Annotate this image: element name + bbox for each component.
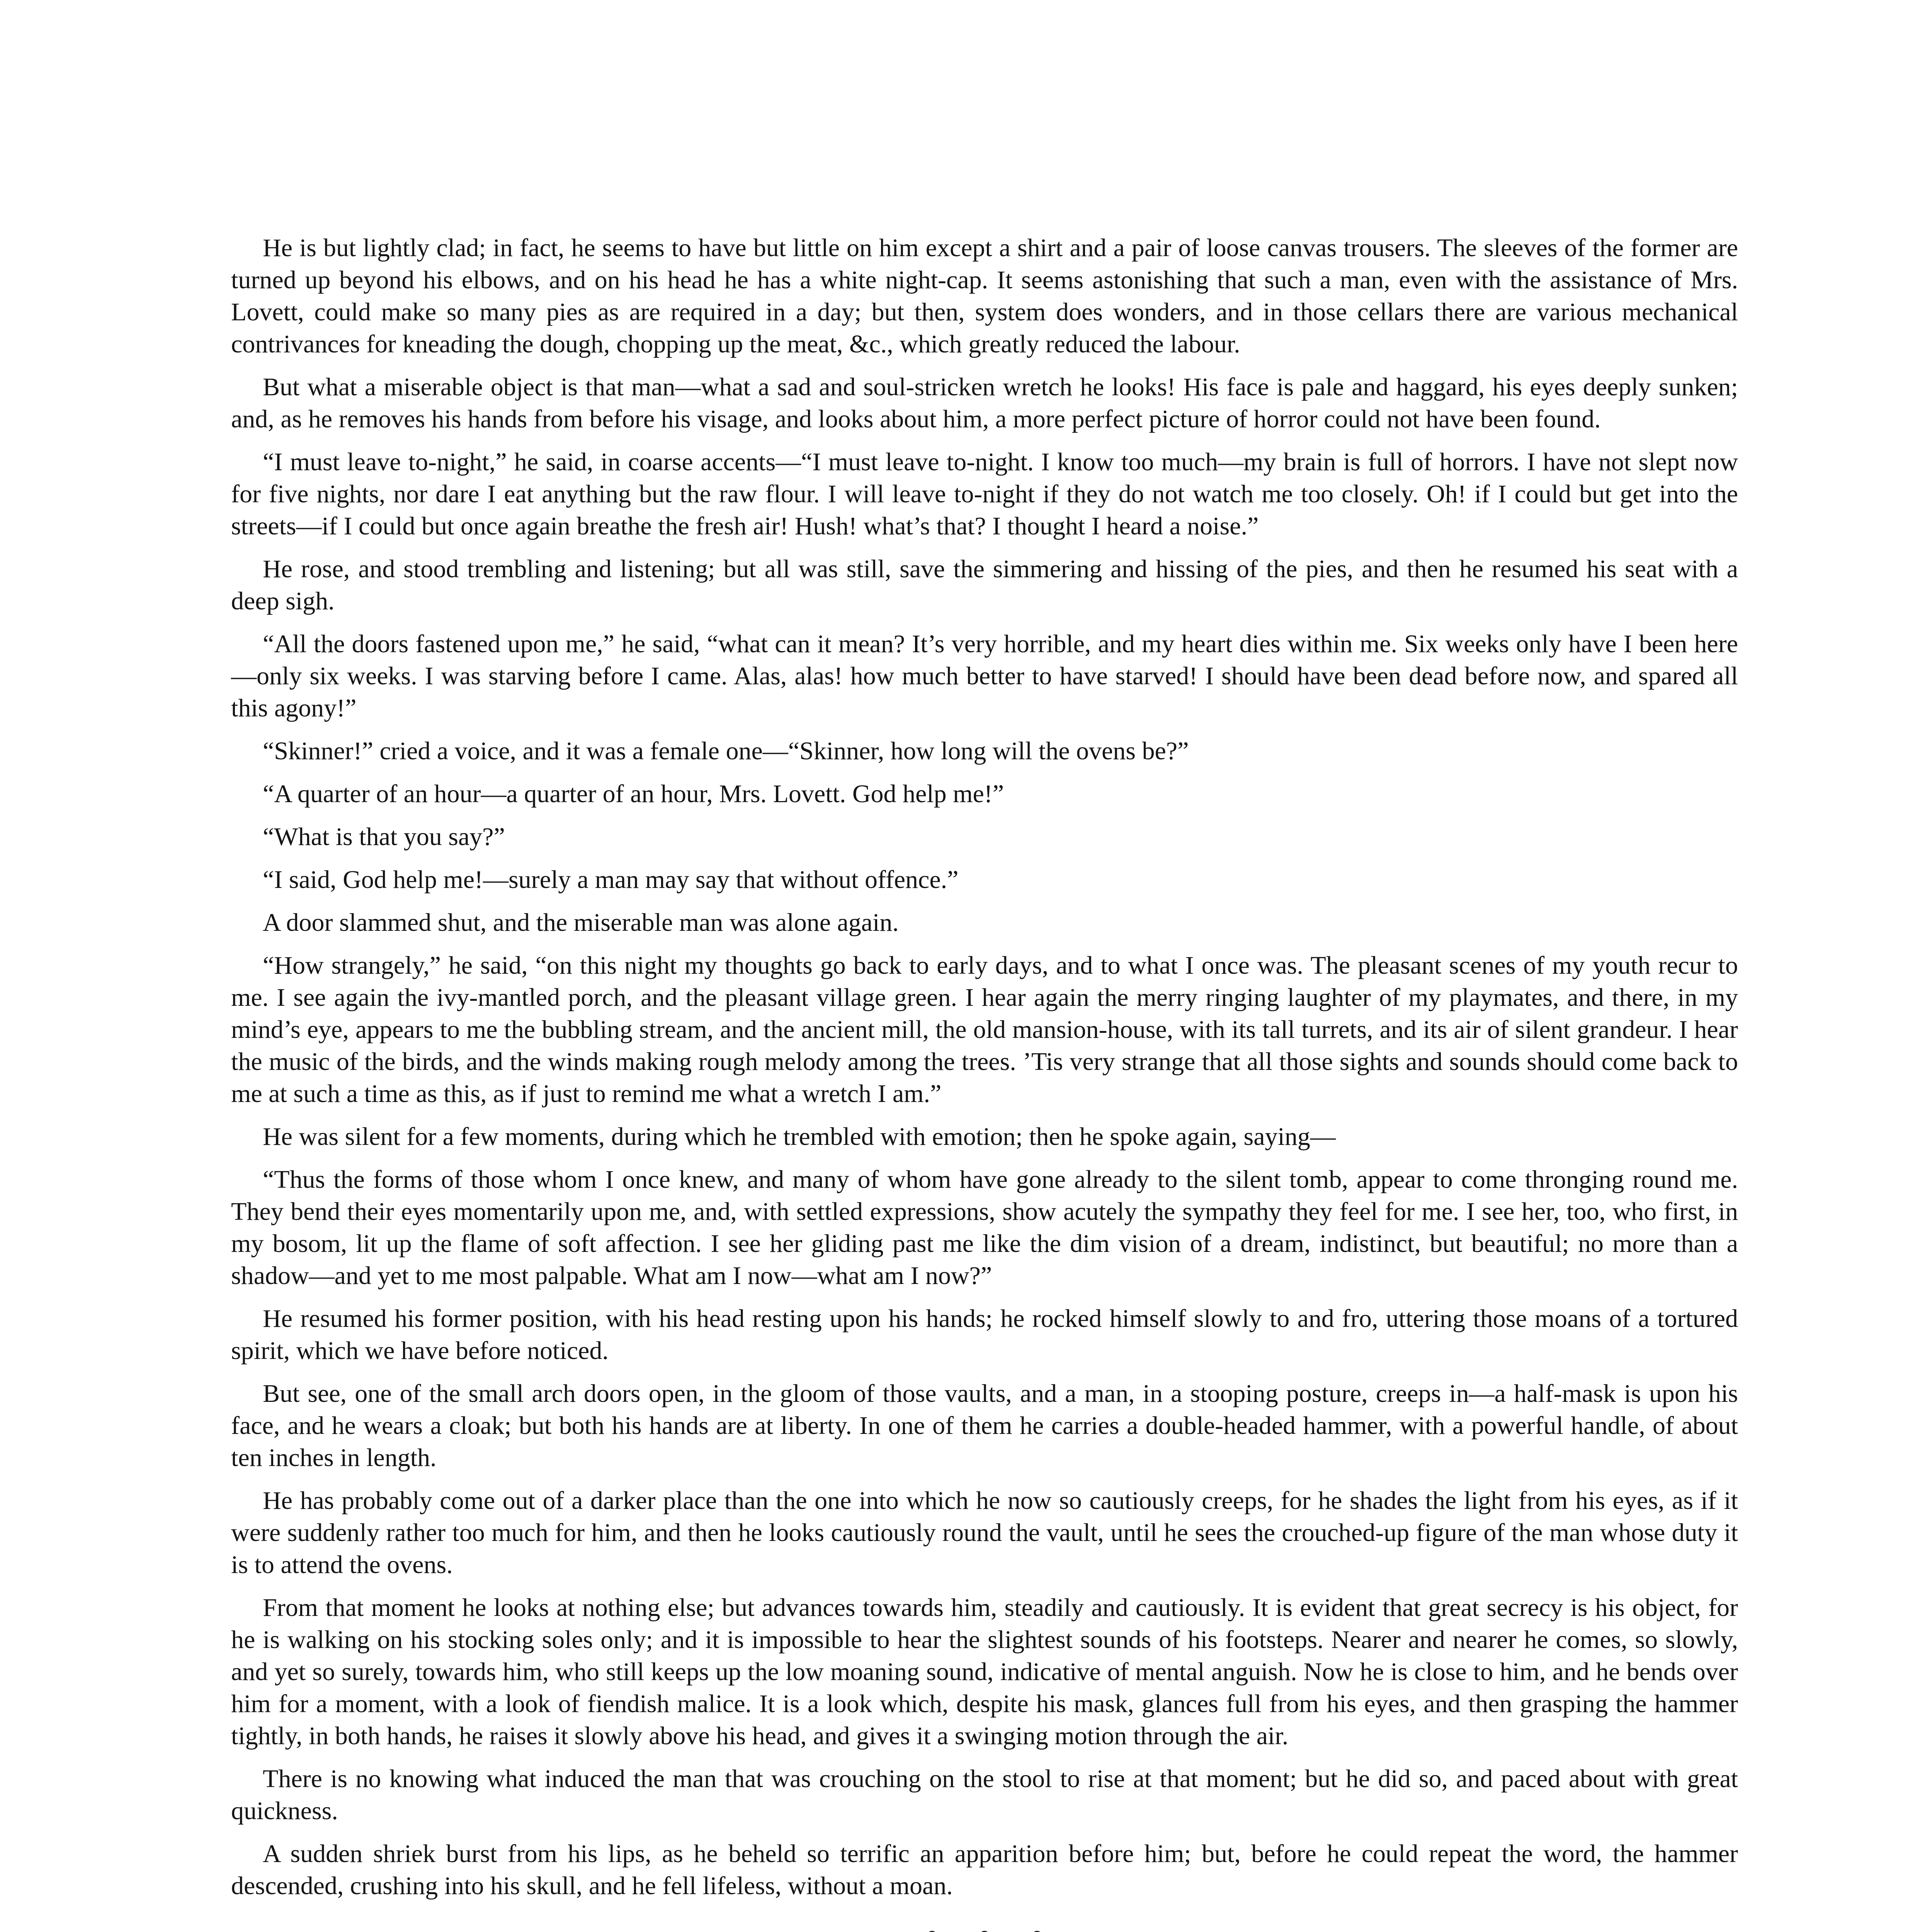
paragraph: “A quarter of an hour—a quarter of an hour, Mrs. Lovett. God help me!”	[263, 780, 1004, 808]
paragraph: “How strangely,” he said, “on this night my thoughts go back to early days, and to what I once was. The pleasant scenes of my youth recur to me. I see again the ivy-mantled porch, and the pleasant village green. I hear again the merry ringing laughter of my playmates, and there, in my mind’s eye, appears to me the bubbling stream, and the ancient mill, the old mansion-house, with its tall turrets, and its air of silent grandeur. I hear the music of the birds, and the winds making rough melody among the trees. ’Tis very strange that all those sights and sounds should come back to me at such a time as this, as if just to remind me what a wretch I am.”	[231, 951, 1738, 1108]
paragraph: “Thus the forms of those whom I once knew, and many of whom have gone already to the silent tomb, appear to come thronging round me. They bend their eyes momentarily upon me, and, with settled expressions, show acutely the sympathy they feel for me. I see her, too, who first, in my bosom, lit up the flame of soft affection. I see her gliding past me like the dim vision of a dream, indistinct, but beautiful; no more than a shadow—and yet to me most palpable. What am I now—what am I now?”	[231, 1165, 1738, 1290]
paragraph: “All the doors fastened upon me,” he said, “what can it mean? It’s very horrible, and my heart dies within me. Six weeks only have I been here—only six weeks. I was starving before I came. Alas, alas! how much better to have starved! I should have been dead before now, and spared all this agony!”	[231, 630, 1738, 722]
paragraph: A sudden shriek burst from his lips, as he beheld so terrific an apparition before him; but, before he could repeat the word, the hammer descended, crushing into his skull, and he fell lifeless, without a moan.	[231, 1840, 1738, 1900]
paragraph: He resumed his former position, with his head resting upon his hands; he rocked himself slowly to and fro, uttering those moans of a tortured spirit, which we have before noticed.	[231, 1304, 1738, 1365]
paragraph: “I said, God help me!—surely a man may say that without offence.”	[263, 866, 959, 894]
paragraph: He was silent for a few moments, during which he trembled with emotion; then he spoke again, saying—	[263, 1122, 1336, 1151]
paragraph: “I must leave to-night,” he said, in coarse accents—“I must leave to-night. I know too much—my brain is full of horrors. I have not slept now for five nights, nor dare I eat anything but the raw flour. I will leave to-night if they do not watch me too closely. Oh! if I could but get into the streets—if I could but once again breathe the fresh air! Hush! what’s that? I thought I heard a noise.”	[231, 448, 1738, 540]
paragraph: “What is that you say?”	[263, 823, 505, 851]
paragraph: But what a miserable object is that man—what a sad and soul-stricken wretch he looks! His face is pale and haggard, his eyes deeply sunken; and, as he removes his hands from before his visage, and looks about him, a more perfect picture of horror could not have been found.	[231, 373, 1738, 433]
paragraph: He is but lightly clad; in fact, he seems to have but little on him except a shirt and a pair of loose canvas trousers. The sleeves of the former are turned up beyond his elbows, and on his head he has a white night-cap. It seems astonishing that such a man, even with the assistance of Mrs. Lovett, could make so many pies as are required in a day; but then, system does wonders, and in those cellars there are various mechanical contrivances for kneading the dough, chopping up the meat, &c., which greatly reduced the labour.	[231, 234, 1738, 358]
paragraph: But see, one of the small arch doors open, in the gloom of those vaults, and a man, in a stooping posture, creeps in—a half-mask is upon his face, and he wears a cloak; but both his hands are at liberty. In one of them he carries a double-headed hammer, with a powerful handle, of about ten inches in length.	[231, 1379, 1738, 1472]
paragraph: From that moment he looks at nothing else; but advances towards him, steadily and cautiously. It is evident that great secrecy is his object, for he is walking on his stocking soles only; and it is impossible to hear the slightest sounds of his footsteps. Nearer and nearer he comes, so slowly, and yet so surely, towards him, who still keeps up the low moaning sound, indicative of mental anguish. Now he is close to him, and he bends over him for a moment, with a look of fiendish malice. It is a look which, despite his mask, glances full from his eyes, and then grasping the hammer tightly, in both hands, he raises it slowly above his head, and gives it a swinging motion through the air.	[231, 1594, 1738, 1750]
paragraph: He has probably come out of a darker place than the one into which he now so cautiously creeps, for he shades the light from his eyes, as if it were suddenly rather too much for him, and then he looks cautiously round the vault, until he sees the crouched-up figure of the man whose duty it is to attend the ovens.	[231, 1486, 1738, 1579]
narrative-section-1	[231, 232, 1738, 1902]
scene-break	[231, 1913, 1738, 1932]
paragraph: There is no knowing what induced the man that was crouching on the stool to rise at that moment; but he did so, and paced about with great quickness.	[231, 1765, 1738, 1825]
paragraph: A door slammed shut, and the miserable man was alone again.	[263, 908, 899, 937]
paragraph: “Skinner!” cried a voice, and it was a female one—“Skinner, how long will the ovens be?”	[263, 737, 1189, 765]
body-text	[231, 232, 1738, 1932]
paragraph: He rose, and stood trembling and listening; but all was still, save the simmering and hissing of the pies, and then he resumed his seat with a deep sigh.	[231, 555, 1738, 615]
